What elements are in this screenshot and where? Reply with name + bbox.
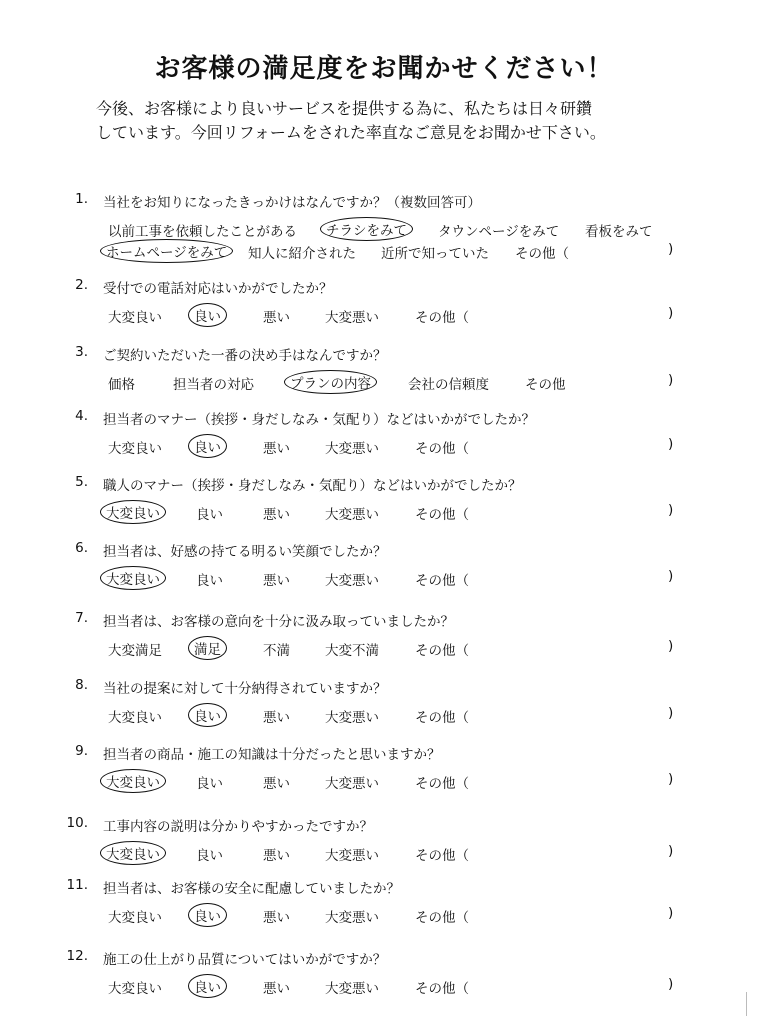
closing-paren: ) [668, 305, 674, 321]
answer-option[interactable]: 大変悪い [325, 848, 379, 864]
answer-option[interactable]: その他（ [415, 573, 469, 589]
answer-option[interactable]: 悪い [263, 848, 290, 864]
option-row [0, 905, 768, 925]
option-row [0, 436, 768, 456]
question-4 [0, 408, 768, 464]
intro-line: しています。今回リフォームをされた率直なご意見をお聞かせ下さい。 [96, 123, 606, 142]
question-text: 担当者は、好感の持てる明るい笑顔でしたか？ [103, 544, 387, 560]
question-number: 6. [75, 540, 88, 556]
answer-option-selected[interactable]: ホームページをみて [100, 239, 233, 263]
answer-option-selected[interactable]: チラシをみて [320, 217, 413, 241]
question-text: 受付での電話対応はいかがでしたか？ [103, 281, 333, 297]
answer-option[interactable]: タウンページをみて [438, 224, 560, 240]
question-number: 7. [75, 610, 88, 626]
answer-option[interactable]: 会社の信頼度 [408, 377, 489, 393]
answer-option-selected[interactable]: 良い [188, 303, 227, 327]
question-number: 11. [66, 877, 88, 893]
question-number: 8. [75, 677, 88, 693]
question-text: 工事内容の説明は分かりやすかったですか？ [103, 819, 373, 835]
question-text: 施工の仕上がり品質についてはいかがですか？ [103, 952, 387, 968]
question-10 [0, 815, 768, 871]
answer-option[interactable]: 大変良い [108, 441, 162, 457]
closing-paren: ) [668, 568, 674, 584]
question-text: 職人のマナー（挨拶・身だしなみ・気配り）などはいかがでしたか？ [103, 478, 522, 494]
answer-option-selected[interactable]: 満足 [188, 636, 227, 660]
answer-option[interactable]: 以前工事を依頼したことがある [108, 224, 297, 240]
answer-option[interactable]: 良い [196, 776, 223, 792]
answer-option-selected[interactable]: 大変良い [100, 566, 166, 590]
option-row [0, 372, 768, 392]
question-12 [0, 948, 768, 1004]
option-row [0, 705, 768, 725]
question-9 [0, 743, 768, 799]
answer-option[interactable]: 大変良い [108, 710, 162, 726]
answer-option[interactable]: その他（ [415, 441, 469, 457]
answer-option[interactable]: 大変悪い [325, 573, 379, 589]
closing-paren: ) [668, 372, 674, 388]
question-number: 4. [75, 408, 88, 424]
answer-option-selected[interactable]: 大変良い [100, 500, 166, 524]
page-title: お客様の満足度をお聞かせください！ [154, 54, 614, 84]
closing-paren: ) [668, 905, 674, 921]
question-text: 当社の提案に対して十分納得されていますか？ [103, 681, 387, 697]
answer-option[interactable]: 悪い [263, 507, 290, 523]
option-row [0, 219, 768, 239]
answer-option[interactable]: 良い [196, 573, 223, 589]
answer-option-selected[interactable]: プランの内容 [284, 370, 377, 394]
closing-paren: ) [668, 771, 674, 787]
answer-option[interactable]: 良い [196, 848, 223, 864]
question-text: 担当者の商品・施工の知識は十分だったと思いますか？ [103, 747, 441, 763]
question-number: 1. [75, 191, 88, 207]
answer-option[interactable]: その他（ [515, 246, 569, 262]
question-3 [0, 344, 768, 400]
answer-option[interactable]: 悪い [263, 981, 290, 997]
question-5 [0, 474, 768, 530]
question-1 [0, 191, 768, 262]
closing-paren: ) [668, 436, 674, 452]
answer-option[interactable]: その他（ [415, 981, 469, 997]
page-edge-mark [746, 992, 747, 1016]
answer-option[interactable]: その他（ [415, 776, 469, 792]
answer-option[interactable]: 大変不満 [325, 643, 379, 659]
answer-option[interactable]: 大変悪い [325, 776, 379, 792]
closing-paren: ) [668, 638, 674, 654]
question-2 [0, 277, 768, 333]
answer-option[interactable]: 看板をみて [585, 224, 653, 240]
answer-option[interactable]: 良い [196, 507, 223, 523]
question-7 [0, 610, 768, 666]
question-number: 12. [66, 948, 88, 964]
answer-option[interactable]: 大変良い [108, 910, 162, 926]
answer-option[interactable]: 不満 [263, 643, 290, 659]
option-row [0, 843, 768, 863]
answer-option[interactable]: 大変悪い [325, 981, 379, 997]
option-row [0, 976, 768, 996]
answer-option[interactable]: 悪い [263, 441, 290, 457]
answer-option-selected[interactable]: 大変良い [100, 841, 166, 865]
answer-option[interactable]: 大変悪い [325, 710, 379, 726]
answer-option[interactable]: その他（ [415, 643, 469, 659]
question-number: 3. [75, 344, 88, 360]
option-row [0, 638, 768, 658]
answer-option[interactable]: 大変悪い [325, 910, 379, 926]
option-row [0, 241, 768, 261]
answer-option[interactable]: 悪い [263, 910, 290, 926]
answer-option[interactable]: 価格 [108, 377, 135, 393]
option-row [0, 305, 768, 325]
answer-option[interactable]: その他（ [415, 710, 469, 726]
answer-option[interactable]: 大変悪い [325, 310, 379, 326]
option-row [0, 771, 768, 791]
question-number: 2. [75, 277, 88, 293]
closing-paren: ) [668, 502, 674, 518]
answer-option[interactable]: 悪い [263, 776, 290, 792]
question-number: 9. [75, 743, 88, 759]
answer-option[interactable]: 大変悪い [325, 441, 379, 457]
answer-option[interactable]: 近所で知っていた [381, 246, 489, 262]
answer-option-selected[interactable]: 良い [188, 974, 227, 998]
question-number: 5. [75, 474, 88, 490]
question-text: 当社をお知りになったきっかけはなんですか？（複数回答可） [103, 195, 481, 211]
option-row [0, 568, 768, 588]
answer-option[interactable]: 大変満足 [108, 643, 162, 659]
closing-paren: ) [668, 843, 674, 859]
question-6 [0, 540, 768, 596]
answer-option[interactable]: 担当者の対応 [173, 377, 254, 393]
closing-paren: ) [668, 241, 674, 257]
answer-option[interactable]: 大変悪い [325, 507, 379, 523]
option-row [0, 502, 768, 522]
answer-option[interactable]: 悪い [263, 710, 290, 726]
answer-option-selected[interactable]: 良い [188, 703, 227, 727]
question-text: 担当者のマナー（挨拶・身だしなみ・気配り）などはいかがでしたか？ [103, 412, 535, 428]
closing-paren: ) [668, 976, 674, 992]
answer-option[interactable]: その他（ [415, 310, 469, 326]
answer-option[interactable]: 悪い [263, 310, 290, 326]
answer-option[interactable]: 知人に紹介された [248, 246, 356, 262]
intro-text [96, 97, 716, 145]
intro-line: 今後、お客様により良いサービスを提供する為に、私たちは日々研鑽 [96, 99, 593, 118]
answer-option-selected[interactable]: 良い [188, 434, 227, 458]
question-number: 10. [66, 815, 88, 831]
answer-option[interactable]: その他 [525, 377, 566, 393]
question-8 [0, 677, 768, 733]
question-11 [0, 877, 768, 933]
question-text: 担当者は、お客様の安全に配慮していましたか？ [103, 881, 400, 897]
closing-paren: ) [668, 705, 674, 721]
answer-option[interactable]: 大変良い [108, 981, 162, 997]
question-text: 担当者は、お客様の意向を十分に汲み取っていましたか？ [103, 614, 454, 630]
answer-option[interactable]: その他（ [415, 507, 469, 523]
answer-option[interactable]: その他（ [415, 910, 469, 926]
answer-option-selected[interactable]: 良い [188, 903, 227, 927]
answer-option-selected[interactable]: 大変良い [100, 769, 166, 793]
answer-option[interactable]: その他（ [415, 848, 469, 864]
question-text: ご契約いただいた一番の決め手はなんですか？ [103, 348, 387, 364]
answer-option[interactable]: 大変良い [108, 310, 162, 326]
answer-option[interactable]: 悪い [263, 573, 290, 589]
